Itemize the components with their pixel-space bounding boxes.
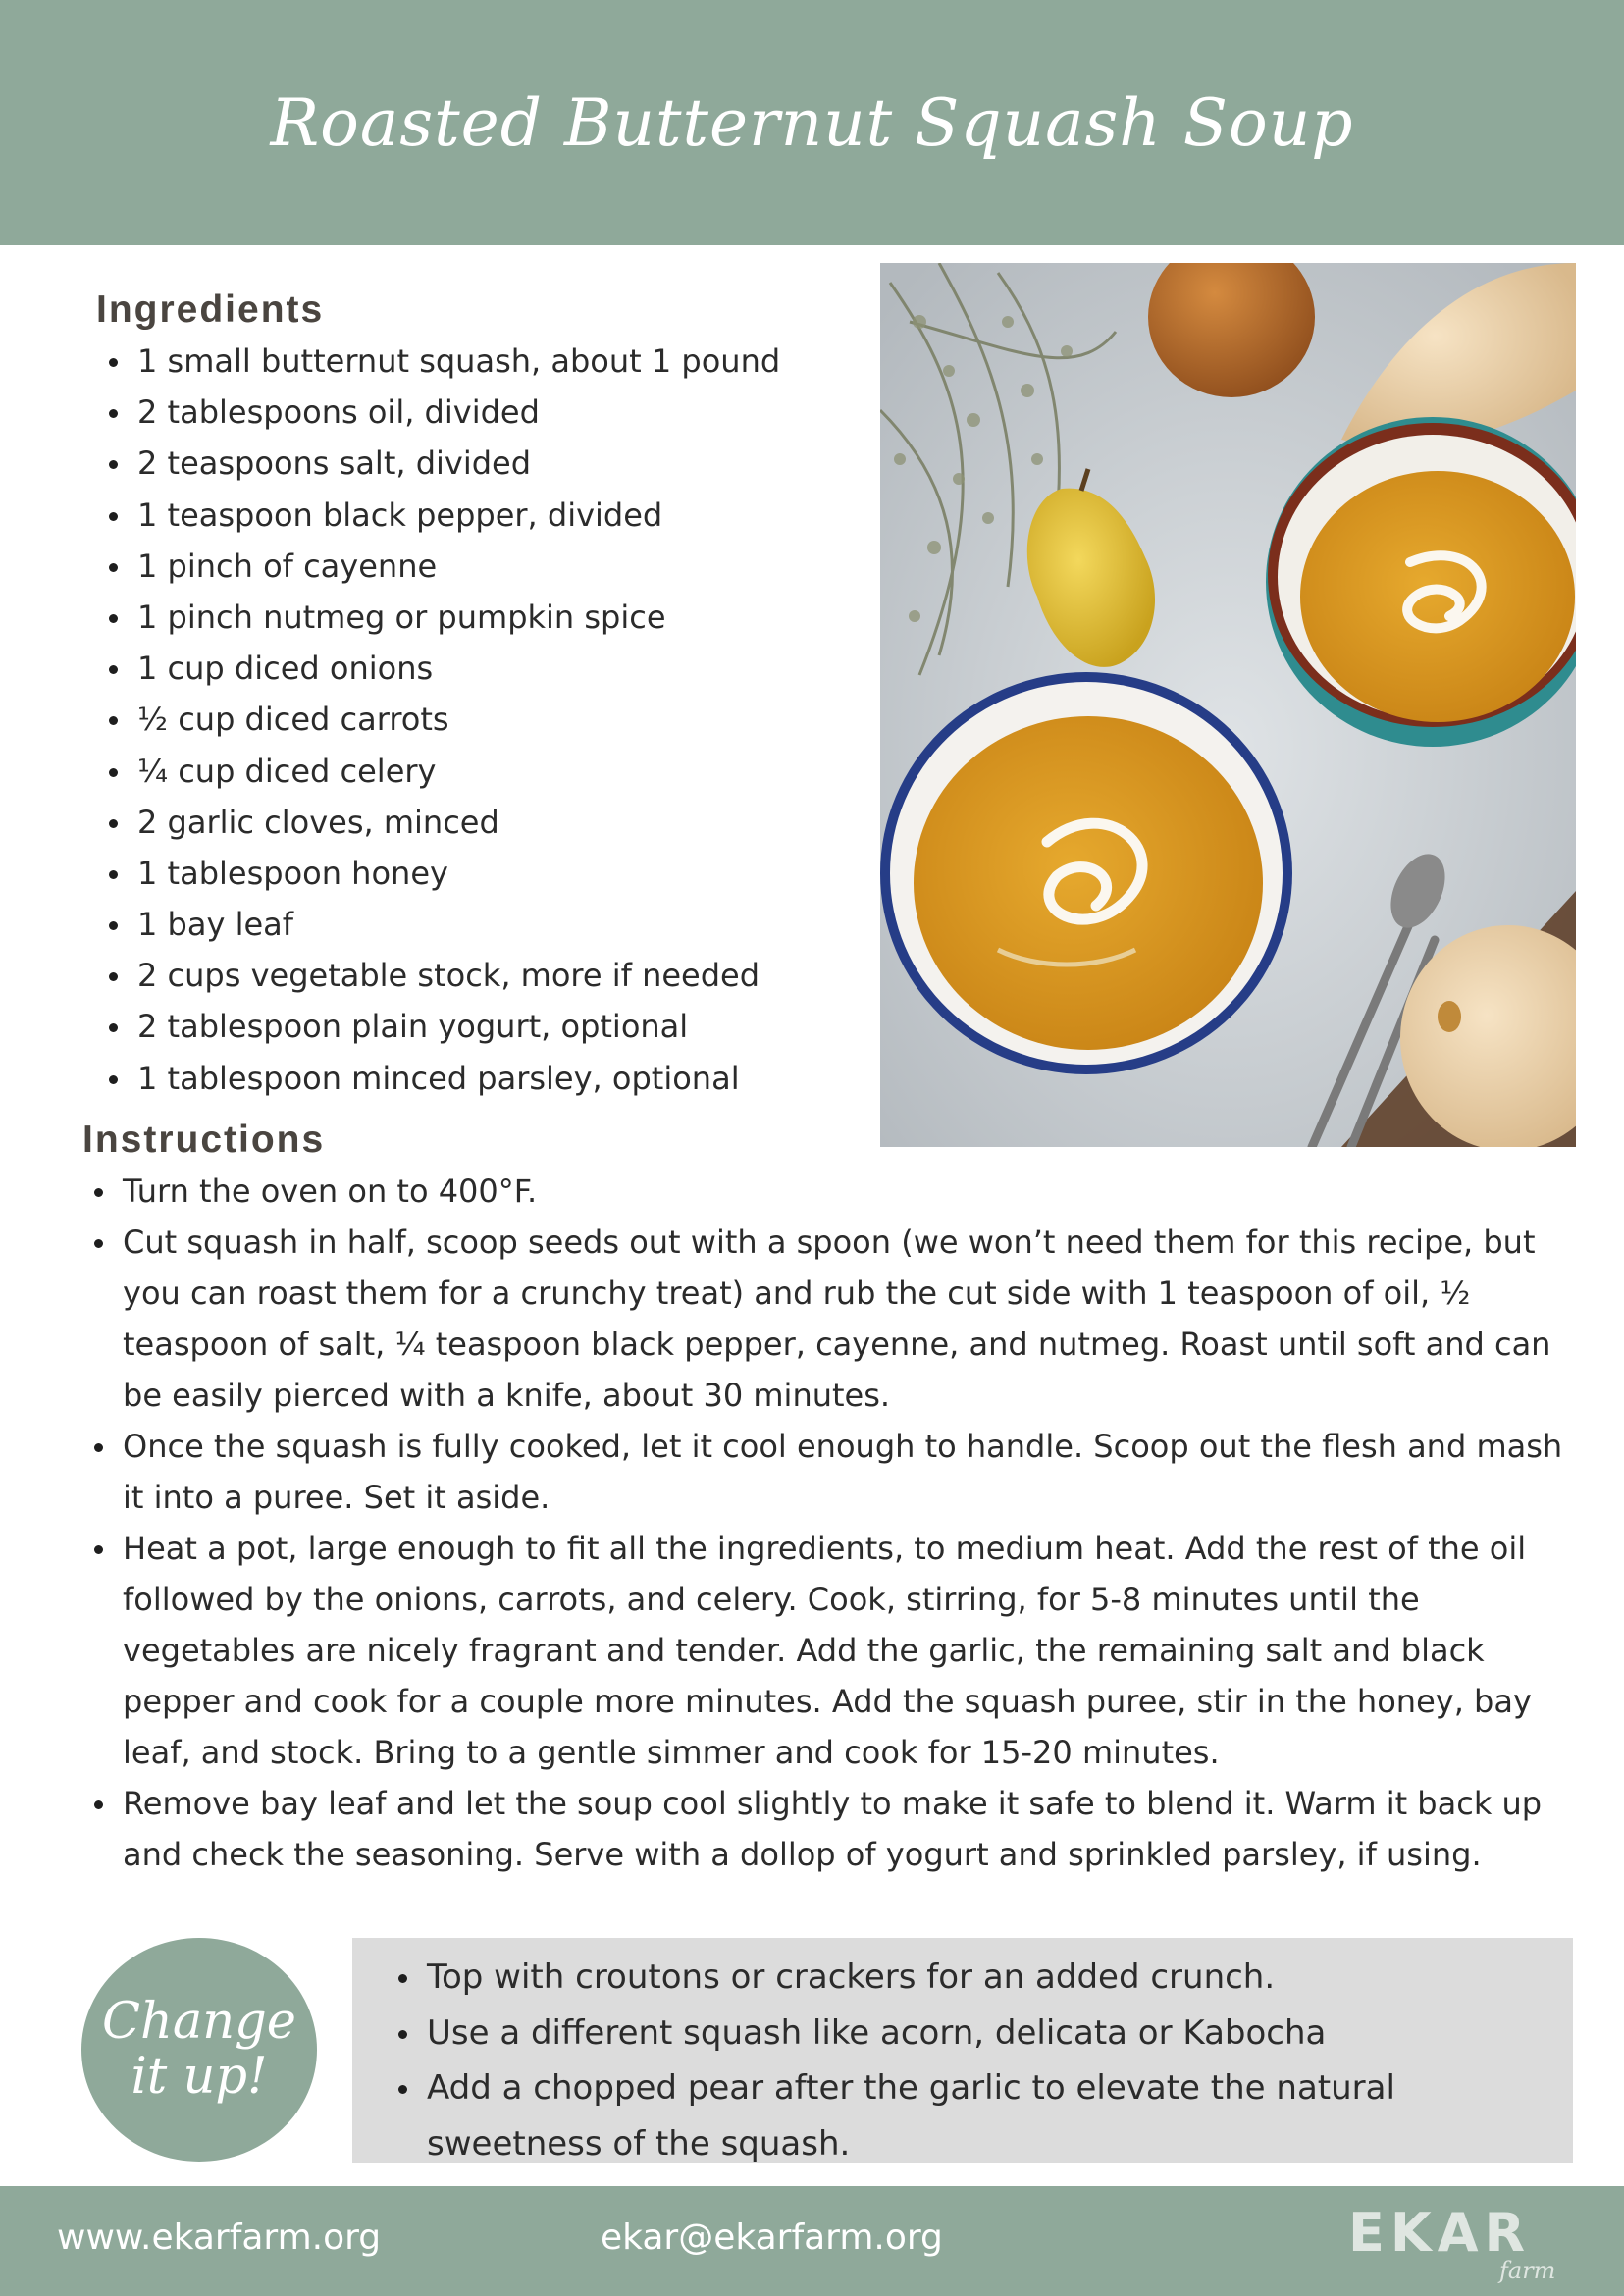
ingredient-item: 1 small butternut squash, about 1 pound [137,336,864,387]
instruction-step: Remove bay leaf and let the soup cool slightly to make it safe to blend it. Warm it back up and check the seasoning. Serve with a dollop of yogurt and sprinkled parsley, if using. [123,1778,1575,1880]
ingredient-item: 2 garlic cloves, minced [137,797,864,848]
instruction-step: Turn the oven on to 400°F. [123,1166,1575,1217]
ingredient-item: 2 cups vegetable stock, more if needed [137,950,864,1001]
instructions-list [123,1166,1575,1880]
ingredient-item: 1 pinch nutmeg or pumpkin spice [137,592,864,643]
ingredients-heading: Ingredients [96,288,325,331]
badge-line-1: Change [102,1993,296,2051]
instruction-step: Once the squash is fully cooked, let it cool enough to handle. Scoop out the flesh and mash it into a puree. Set it aside. [123,1421,1575,1523]
tip-item: Use a different squash like acorn, delicata or Kabocha [427,2006,1526,2061]
ingredient-item: 2 tablespoon plain yogurt, optional [137,1001,864,1052]
ingredient-item: 2 teaspoons salt, divided [137,438,864,489]
soup-photo [880,263,1576,1147]
instruction-step: Heat a pot, large enough to fit all the ingredients, to medium heat. Add the rest of the oil followed by the onions, carrots, and celery. Cook, stirring, for 5-8 minutes until the vegetables are nicely fragrant and tender. Add the garlic, the remaining salt and black pepper and cook for a couple more minutes. Add the squash puree, stir in the honey, bay leaf, and stock. Bring to a gentle simmer and cook for 15-20 minutes. [123,1523,1575,1778]
recipe-title: Roasted Butternut Squash Soup [270,84,1354,161]
tips-box [352,1938,1573,2163]
ingredient-item: 1 teaspoon black pepper, divided [137,490,864,541]
logo-sub-text: farm [1499,2257,1556,2284]
logo-main-text: EKAR [1348,2202,1532,2264]
ingredient-item: 2 tablespoons oil, divided [137,387,864,438]
footer-bar [0,2186,1624,2296]
badge-line-2: it up! [131,2048,268,2106]
tip-item: Add a chopped pear after the garlic to elevate the natural sweetness of the squash. [427,2061,1526,2171]
ingredient-item: 1 pinch of cayenne [137,541,864,592]
tips-list [427,1950,1526,2171]
header-banner [0,0,1624,245]
ingredient-item: ½ cup diced carrots [137,694,864,745]
tip-item: Top with croutons or crackers for an added crunch. [427,1950,1526,2006]
email-link[interactable]: ekar@ekarfarm.org [601,2218,943,2258]
ingredient-item: 1 bay leaf [137,899,864,950]
instructions-heading: Instructions [82,1119,326,1161]
soup-bowls-illustration [880,263,1576,1147]
ingredients-list [137,336,864,1104]
instruction-step: Cut squash in half, scoop seeds out with a spoon (we won’t need them for this recipe, but you can roast them for a crunchy treat) and rub the cut side with 1 teaspoon of oil, ½ teaspoon of salt, ¼ teaspoon black pepper, cayenne, and nutmeg. Roast until soft and can be easily pierced with a knife, about 30 minutes. [123,1217,1575,1421]
website-link[interactable]: www.ekarfarm.org [57,2218,382,2258]
change-it-up-badge [81,1938,317,2162]
ingredient-item: 1 cup diced onions [137,643,864,694]
ingredient-item: ¼ cup diced celery [137,746,864,797]
ingredient-item: 1 tablespoon honey [137,848,864,899]
ekar-farm-logo [1342,2196,1586,2286]
ingredient-item: 1 tablespoon minced parsley, optional [137,1053,864,1104]
